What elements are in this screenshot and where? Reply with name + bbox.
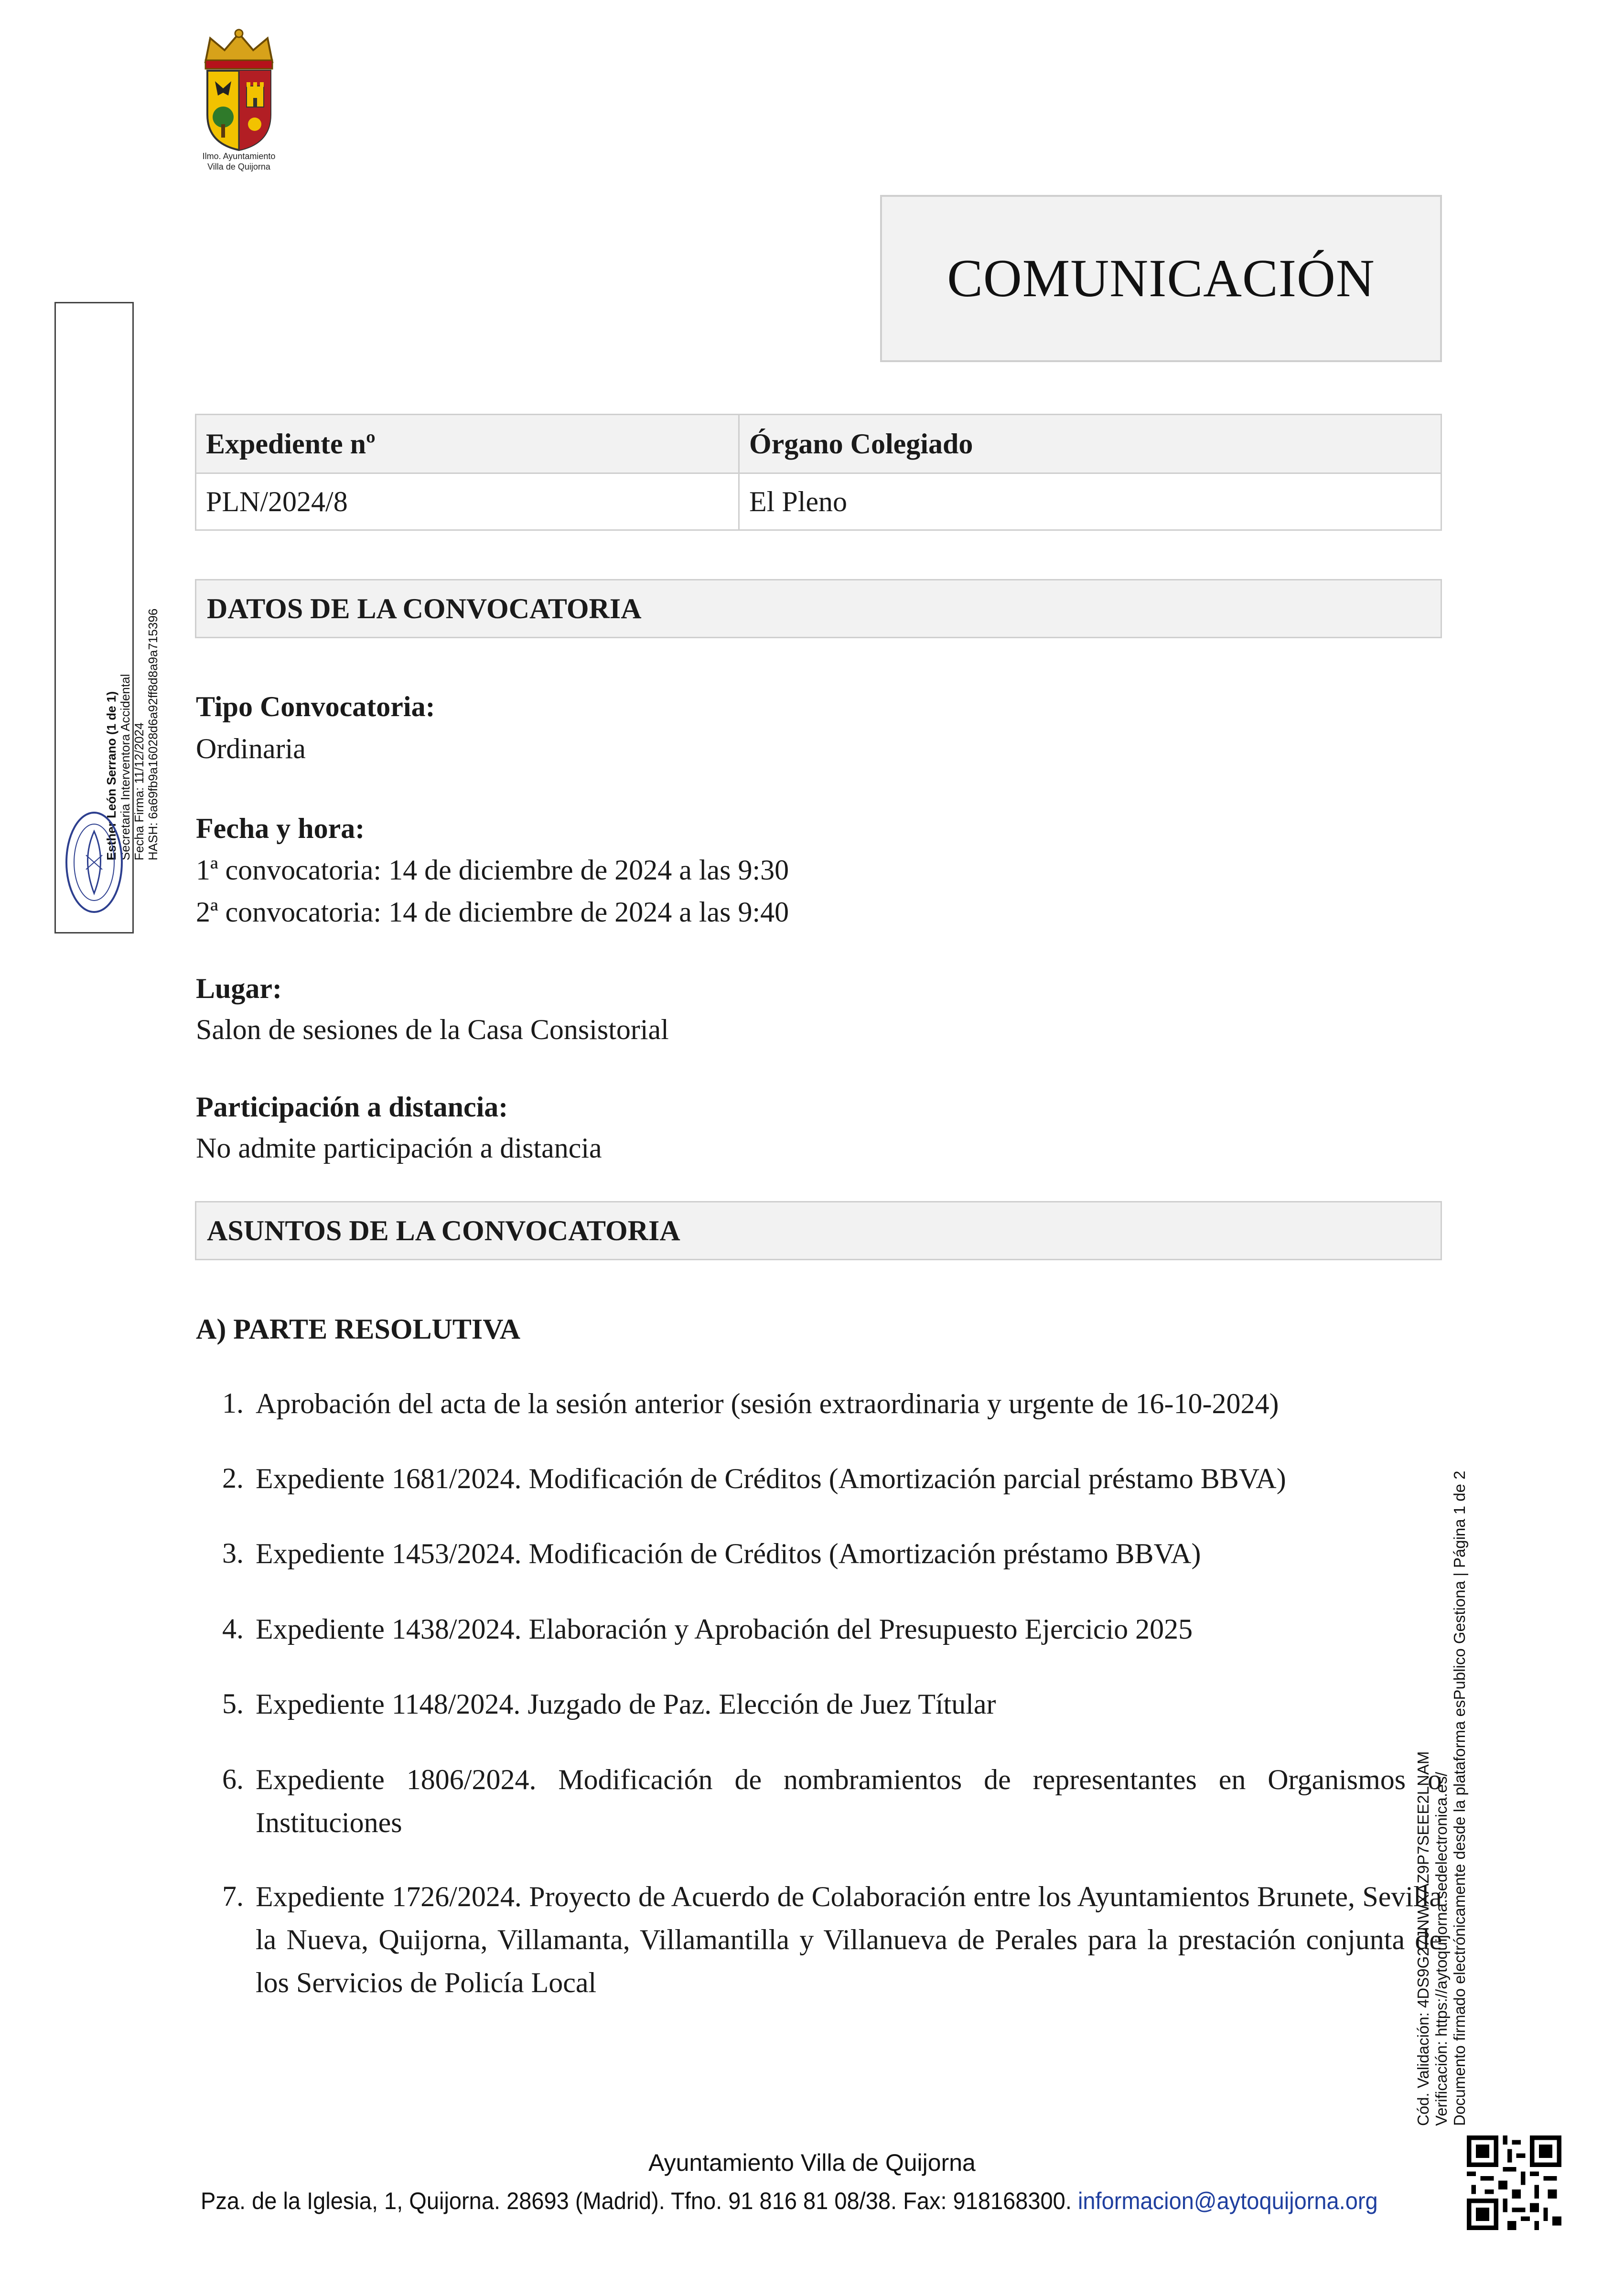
lugar-value: Salon de sesiones de la Casa Consistorial	[196, 1014, 669, 1045]
logo-caption-line2: Villa de Quijorna	[207, 162, 270, 172]
title-box	[880, 195, 1442, 362]
table-header-expediente: Expediente nº	[195, 414, 740, 474]
signature-details	[105, 316, 184, 860]
footer-address-line	[201, 2187, 1378, 2215]
table-header-organo: Órgano Colegiado	[738, 414, 1442, 474]
segunda-convocatoria: 2ª convocatoria: 14 de diciembre de 2024 a las 9:40	[196, 896, 789, 928]
parte-resolutiva-heading: A) PARTE RESOLUTIVA	[196, 1313, 521, 1345]
validation-code: Cód. Validación: 4DS9G27JNWXAZ9P7SEEE2LNAM	[1414, 1751, 1432, 2126]
list-item-number: 2.	[222, 1462, 244, 1494]
section-asuntos-convocatoria: ASUNTOS DE LA CONVOCATORIA	[195, 1201, 1442, 1260]
primera-convocatoria: 1ª convocatoria: 14 de diciembre de 2024 a las 9:30	[196, 854, 789, 886]
signer-name: Esther León Serrano (1 de 1)	[104, 691, 118, 860]
logo-caption-line1: Ilmo. Ayuntamiento	[202, 151, 276, 161]
list-item-text: Expediente 1681/2024. Modificación de Créditos (Amortización parcial préstamo BBVA)	[256, 1463, 1286, 1494]
list-item-number: 3.	[222, 1537, 244, 1569]
list-item-text: Expediente 1806/2024. Modificación de nombramientos de representantes en Organismos o Instituciones	[256, 1764, 1442, 1838]
table-value-organo: El Pleno	[738, 472, 1442, 531]
official-seal-icon	[62, 803, 126, 922]
signed-platform-note: Documento firmado electrónicamente desde la plataforma esPublico Gestiona | Página 1 de 2	[1451, 1470, 1468, 2126]
signature-hash: HASH: 6a69fb9a16028d6a92ff8d8a9a715396	[146, 608, 160, 860]
signer-role: Secretaria Interventora Accidental	[118, 674, 132, 860]
list-item-number: 1.	[222, 1387, 244, 1419]
list-item-number: 7.	[222, 1880, 244, 1912]
section-datos-convocatoria: DATOS DE LA CONVOCATORIA	[195, 579, 1442, 638]
signature-date: Fecha Firma: 11/12/2024	[132, 722, 146, 860]
list-item-text: Expediente 1148/2024. Juzgado de Paz. Elección de Juez Títular	[256, 1688, 996, 1720]
list-item-number: 6.	[222, 1763, 244, 1795]
list-item-text: Expediente 1438/2024. Elaboración y Aprobación del Presupuesto Ejercicio 2025	[256, 1613, 1193, 1645]
tipo-convocatoria-label: Tipo Convocatoria:	[196, 691, 435, 722]
verification-block	[1414, 1457, 1472, 2126]
list-item-number: 5.	[222, 1688, 244, 1719]
lugar-label: Lugar:	[196, 973, 282, 1004]
fecha-hora-label: Fecha y hora:	[196, 813, 365, 844]
footer-email-link[interactable]: informacion@aytoquijorna.org	[1077, 2188, 1378, 2214]
logo-caption	[184, 151, 294, 172]
footer-organization: Ayuntamiento Villa de Quijorna	[648, 2149, 976, 2176]
list-item-number: 4.	[222, 1613, 244, 1644]
verification-url[interactable]: Verificación: https://aytoquijorna.sedelectronica.es/	[1432, 1771, 1450, 2126]
document-title: COMUNICACIÓN	[947, 248, 1375, 308]
tipo-convocatoria-value: Ordinaria	[196, 733, 306, 764]
list-item-text: Expediente 1726/2024. Proyecto de Acuerdo de Colaboración entre los Ayuntamientos Brunete, Sevilla la Nueva, Quijorna, Villamanta, Villamantilla y Villanueva de Perales para la prestación conjunta de los Servicios de Policía Local	[256, 1881, 1442, 1998]
list-item-text: Aprobación del acta de la sesión anterior (sesión extraordinaria y urgente de 16-10-2024)	[256, 1388, 1279, 1419]
participacion-value: No admite participación a distancia	[196, 1132, 602, 1164]
list-item-text: Expediente 1453/2024. Modificación de Créditos (Amortización préstamo BBVA)	[256, 1538, 1201, 1569]
table-value-expediente: PLN/2024/8	[195, 472, 740, 531]
participacion-label: Participación a distancia:	[196, 1091, 508, 1123]
footer-address: Pza. de la Iglesia, 1, Quijorna. 28693 (Madrid). Tfno. 91 816 81 08/38. Fax: 918168300.	[201, 2188, 1072, 2214]
